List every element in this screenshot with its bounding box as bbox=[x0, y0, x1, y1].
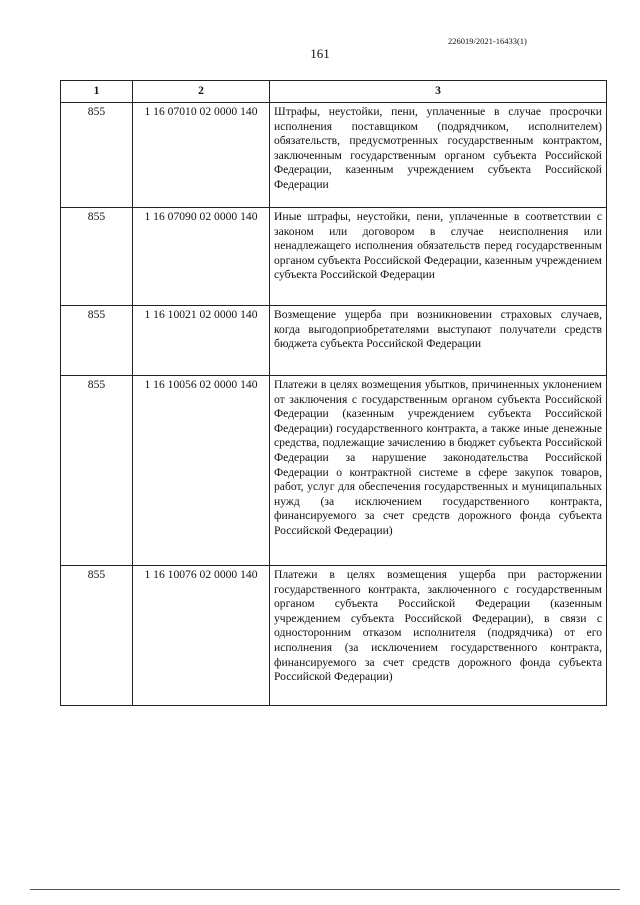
income-code-cell: 1 16 10021 02 0000 140 bbox=[133, 306, 270, 376]
table-row bbox=[61, 103, 607, 208]
admin-code-cell: 855 bbox=[61, 103, 133, 208]
income-code-cell: 1 16 07010 02 0000 140 bbox=[133, 103, 270, 208]
income-code-cell: 1 16 10076 02 0000 140 bbox=[133, 566, 270, 706]
description-cell: Платежи в целях возмещения ущерба при расторжении государственного контракта, заключенного с государственным органом субъекта Российской Федерации (казенным учреждением субъекта Российской Федерации), в связи с односторонним отказом исполнителя (подрядчика) от его исполнения (за исключением государственного контракта, финансируемого за счет средств дорожного фонда субъекта Российской Федерации) bbox=[270, 566, 607, 706]
admin-code-cell: 855 bbox=[61, 376, 133, 566]
admin-code-cell: 855 bbox=[61, 306, 133, 376]
admin-code-cell: 855 bbox=[61, 566, 133, 706]
description-cell: Штрафы, неустойки, пени, уплаченные в случае просрочки исполнения поставщиком (подрядчиком, исполнителем) обязательств, предусмотренных государственным контрактом, заключенным государственным органом субъекта Российской Федерации, казенным учреждением субъекта Российской Федерации bbox=[270, 103, 607, 208]
column-header-1: 1 bbox=[61, 81, 133, 103]
description-cell: Платежи в целях возмещения убытков, причиненных уклонением от заключения с государственным органом субъекта Российской Федерации (казенным учреждением субъекта Российской Федерации) государственного контракта, а также иные денежные средства, подлежащие зачислению в бюджет субъекта Российской Федерации за нарушение законодательства Российской Федерации о контрактной системе в сфере закупок товаров, работ, услуг для обеспечения государственных и муниципальных нужд (за исключением государственного контракта, финансируемого за счет средств дорожного фонда субъекта Российской Федерации) bbox=[270, 376, 607, 566]
budget-codes-table bbox=[60, 80, 607, 706]
table-row bbox=[61, 208, 607, 306]
description-cell: Возмещение ущерба при возникновении страховых случаев, когда выгодоприобретателями выступают получатели средств бюджета субъекта Российской Федерации bbox=[270, 306, 607, 376]
document-id: 226019/2021-16433(1) bbox=[448, 36, 527, 46]
scan-edge-line bbox=[30, 889, 620, 890]
description-cell: Иные штрафы, неустойки, пени, уплаченные в соответствии с законом или договором в случае неисполнения или ненадлежащего исполнения обязательств перед государственным органом субъекта Российской Федерации, казенным учреждением субъекта Российской Федерации bbox=[270, 208, 607, 306]
table-row bbox=[61, 306, 607, 376]
income-code-cell: 1 16 10056 02 0000 140 bbox=[133, 376, 270, 566]
income-code-cell: 1 16 07090 02 0000 140 bbox=[133, 208, 270, 306]
table-header-row bbox=[61, 81, 607, 103]
admin-code-cell: 855 bbox=[61, 208, 133, 306]
column-header-3: 3 bbox=[270, 81, 607, 103]
table-row bbox=[61, 566, 607, 706]
column-header-2: 2 bbox=[133, 81, 270, 103]
table-row bbox=[61, 376, 607, 566]
page-number: 161 bbox=[310, 46, 330, 61]
